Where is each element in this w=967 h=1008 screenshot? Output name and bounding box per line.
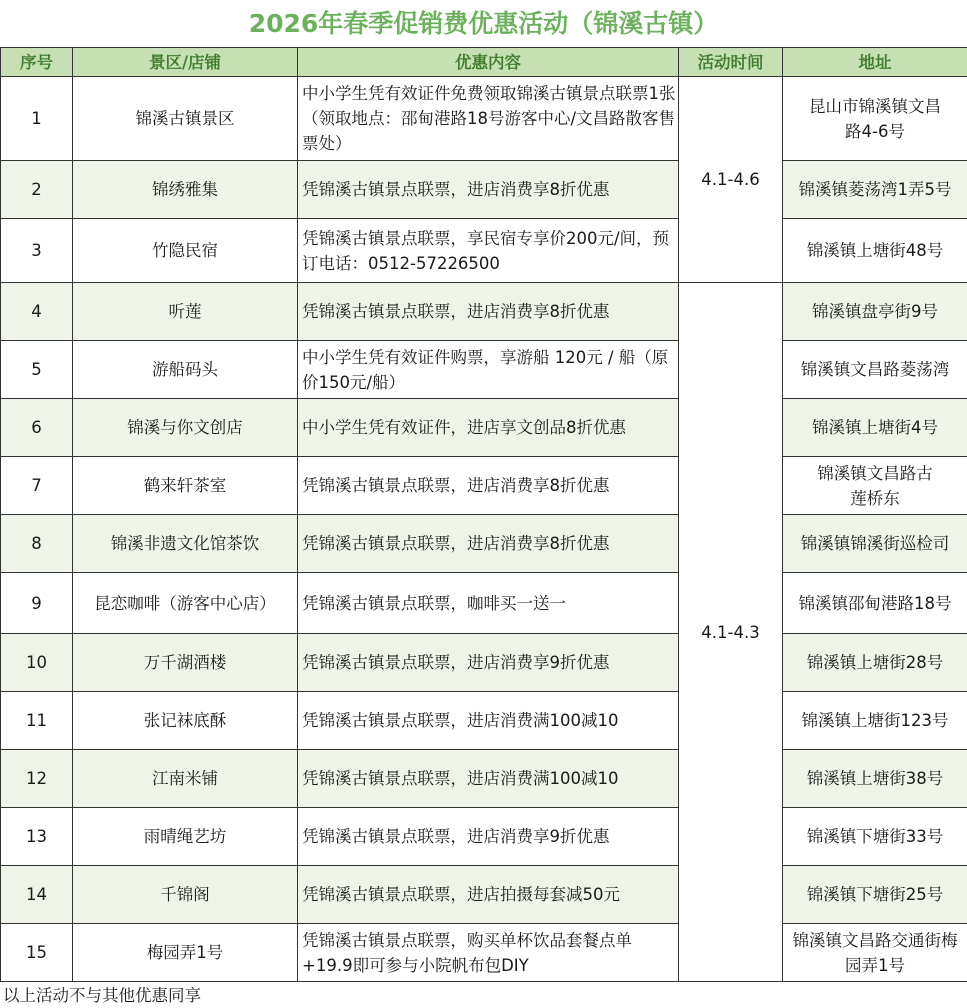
promotion-table (0, 47, 967, 982)
table-row (1, 573, 967, 634)
table-row (1, 457, 967, 515)
cell-num: 3 (1, 219, 73, 283)
cell-shop: 江南米铺 (73, 750, 298, 808)
cell-addr: 锦溪镇上塘街28号 (783, 634, 967, 692)
cell-offer: 中小学生凭有效证件购票，享游船 120元 / 船（原价150元/船） (298, 341, 679, 399)
cell-offer: 凭锦溪古镇景点联票，进店消费享9折优惠 (298, 634, 679, 692)
cell-addr: 锦溪镇文昌路交通街梅园弄1号 (783, 924, 967, 982)
cell-addr: 锦溪镇文昌路菱荡湾 (783, 341, 967, 399)
cell-offer: 凭锦溪古镇景点联票，进店拍摄每套减50元 (298, 866, 679, 924)
header-offer: 优惠内容 (298, 48, 679, 77)
table-row (1, 692, 967, 750)
table-header-row (1, 48, 967, 77)
cell-shop: 万千湖酒楼 (73, 634, 298, 692)
cell-num: 13 (1, 808, 73, 866)
cell-shop: 张记袜底酥 (73, 692, 298, 750)
cell-addr: 锦溪镇下塘街25号 (783, 866, 967, 924)
cell-shop: 鹤来轩茶室 (73, 457, 298, 515)
cell-shop: 锦溪与你文创店 (73, 399, 298, 457)
cell-shop: 锦溪古镇景区 (73, 77, 298, 161)
cell-addr: 锦溪镇盘亭街9号 (783, 283, 967, 341)
table-row (1, 750, 967, 808)
cell-shop: 雨晴绳艺坊 (73, 808, 298, 866)
cell-addr: 锦溪镇文昌路古莲桥东 (783, 457, 967, 515)
cell-num: 4 (1, 283, 73, 341)
header-num: 序号 (1, 48, 73, 77)
cell-time-period-1: 4.1-4.6 (679, 77, 783, 283)
cell-num: 15 (1, 924, 73, 982)
cell-num: 9 (1, 573, 73, 634)
header-shop: 景区/店铺 (73, 48, 298, 77)
cell-shop: 昆恋咖啡（游客中心店） (73, 573, 298, 634)
cell-num: 1 (1, 77, 73, 161)
cell-shop: 锦溪非遗文化馆茶饮 (73, 515, 298, 573)
table-row (1, 808, 967, 866)
table-row (1, 283, 967, 341)
header-addr: 地址 (783, 48, 967, 77)
cell-addr: 锦溪镇下塘街33号 (783, 808, 967, 866)
cell-shop: 千锦阁 (73, 866, 298, 924)
cell-offer: 凭锦溪古镇景点联票，进店消费享8折优惠 (298, 161, 679, 219)
cell-num: 5 (1, 341, 73, 399)
cell-num: 11 (1, 692, 73, 750)
cell-addr: 锦溪镇上塘街4号 (783, 399, 967, 457)
cell-offer: 凭锦溪古镇景点联票，购买单杯饮品套餐点单+19.9即可参与小院帆布包DIY (298, 924, 679, 982)
page-title: 2026年春季促销费优惠活动（锦溪古镇） (248, 9, 719, 38)
table-row (1, 341, 967, 399)
table-row (1, 866, 967, 924)
cell-num: 8 (1, 515, 73, 573)
cell-shop: 听莲 (73, 283, 298, 341)
table-row (1, 515, 967, 573)
cell-offer: 凭锦溪古镇景点联票，进店消费享8折优惠 (298, 457, 679, 515)
table-row (1, 399, 967, 457)
footer-note: 以上活动不与其他优惠同享 (3, 986, 201, 1005)
cell-shop: 梅园弄1号 (73, 924, 298, 982)
cell-offer: 凭锦溪古镇景点联票，享民宿专享价200元/间，预订电话：0512-57226500 (298, 219, 679, 283)
cell-shop: 竹隐民宿 (73, 219, 298, 283)
cell-offer: 中小学生凭有效证件，进店享文创品8折优惠 (298, 399, 679, 457)
table-row (1, 77, 967, 161)
cell-addr: 锦溪镇上塘街38号 (783, 750, 967, 808)
cell-num: 6 (1, 399, 73, 457)
cell-num: 10 (1, 634, 73, 692)
cell-offer: 凭锦溪古镇景点联票，进店消费享9折优惠 (298, 808, 679, 866)
cell-offer: 凭锦溪古镇景点联票，咖啡买一送一 (298, 573, 679, 634)
cell-addr: 锦溪镇上塘街123号 (783, 692, 967, 750)
cell-num: 14 (1, 866, 73, 924)
header-time: 活动时间 (679, 48, 783, 77)
cell-offer: 中小学生凭有效证件免费领取锦溪古镇景点联票1张（领取地点：邵甸港路18号游客中心/文昌路散客售票处） (298, 77, 679, 161)
cell-num: 12 (1, 750, 73, 808)
cell-shop: 游船码头 (73, 341, 298, 399)
table-row (1, 634, 967, 692)
cell-addr: 昆山市锦溪镇文昌路4-6号 (783, 77, 967, 161)
cell-addr: 锦溪镇菱荡湾1弄5号 (783, 161, 967, 219)
cell-addr: 锦溪镇邵甸港路18号 (783, 573, 967, 634)
cell-num: 7 (1, 457, 73, 515)
table-row (1, 924, 967, 982)
cell-offer: 凭锦溪古镇景点联票，进店消费满100减10 (298, 750, 679, 808)
table-row (1, 161, 967, 219)
cell-addr: 锦溪镇上塘街48号 (783, 219, 967, 283)
cell-addr: 锦溪镇锦溪街巡检司 (783, 515, 967, 573)
cell-offer: 凭锦溪古镇景点联票，进店消费满100减10 (298, 692, 679, 750)
cell-num: 2 (1, 161, 73, 219)
cell-time-period-2: 4.1-4.3 (679, 283, 783, 982)
cell-offer: 凭锦溪古镇景点联票，进店消费享8折优惠 (298, 283, 679, 341)
cell-shop: 锦绣雅集 (73, 161, 298, 219)
cell-offer: 凭锦溪古镇景点联票，进店消费享8折优惠 (298, 515, 679, 573)
table-row (1, 219, 967, 283)
